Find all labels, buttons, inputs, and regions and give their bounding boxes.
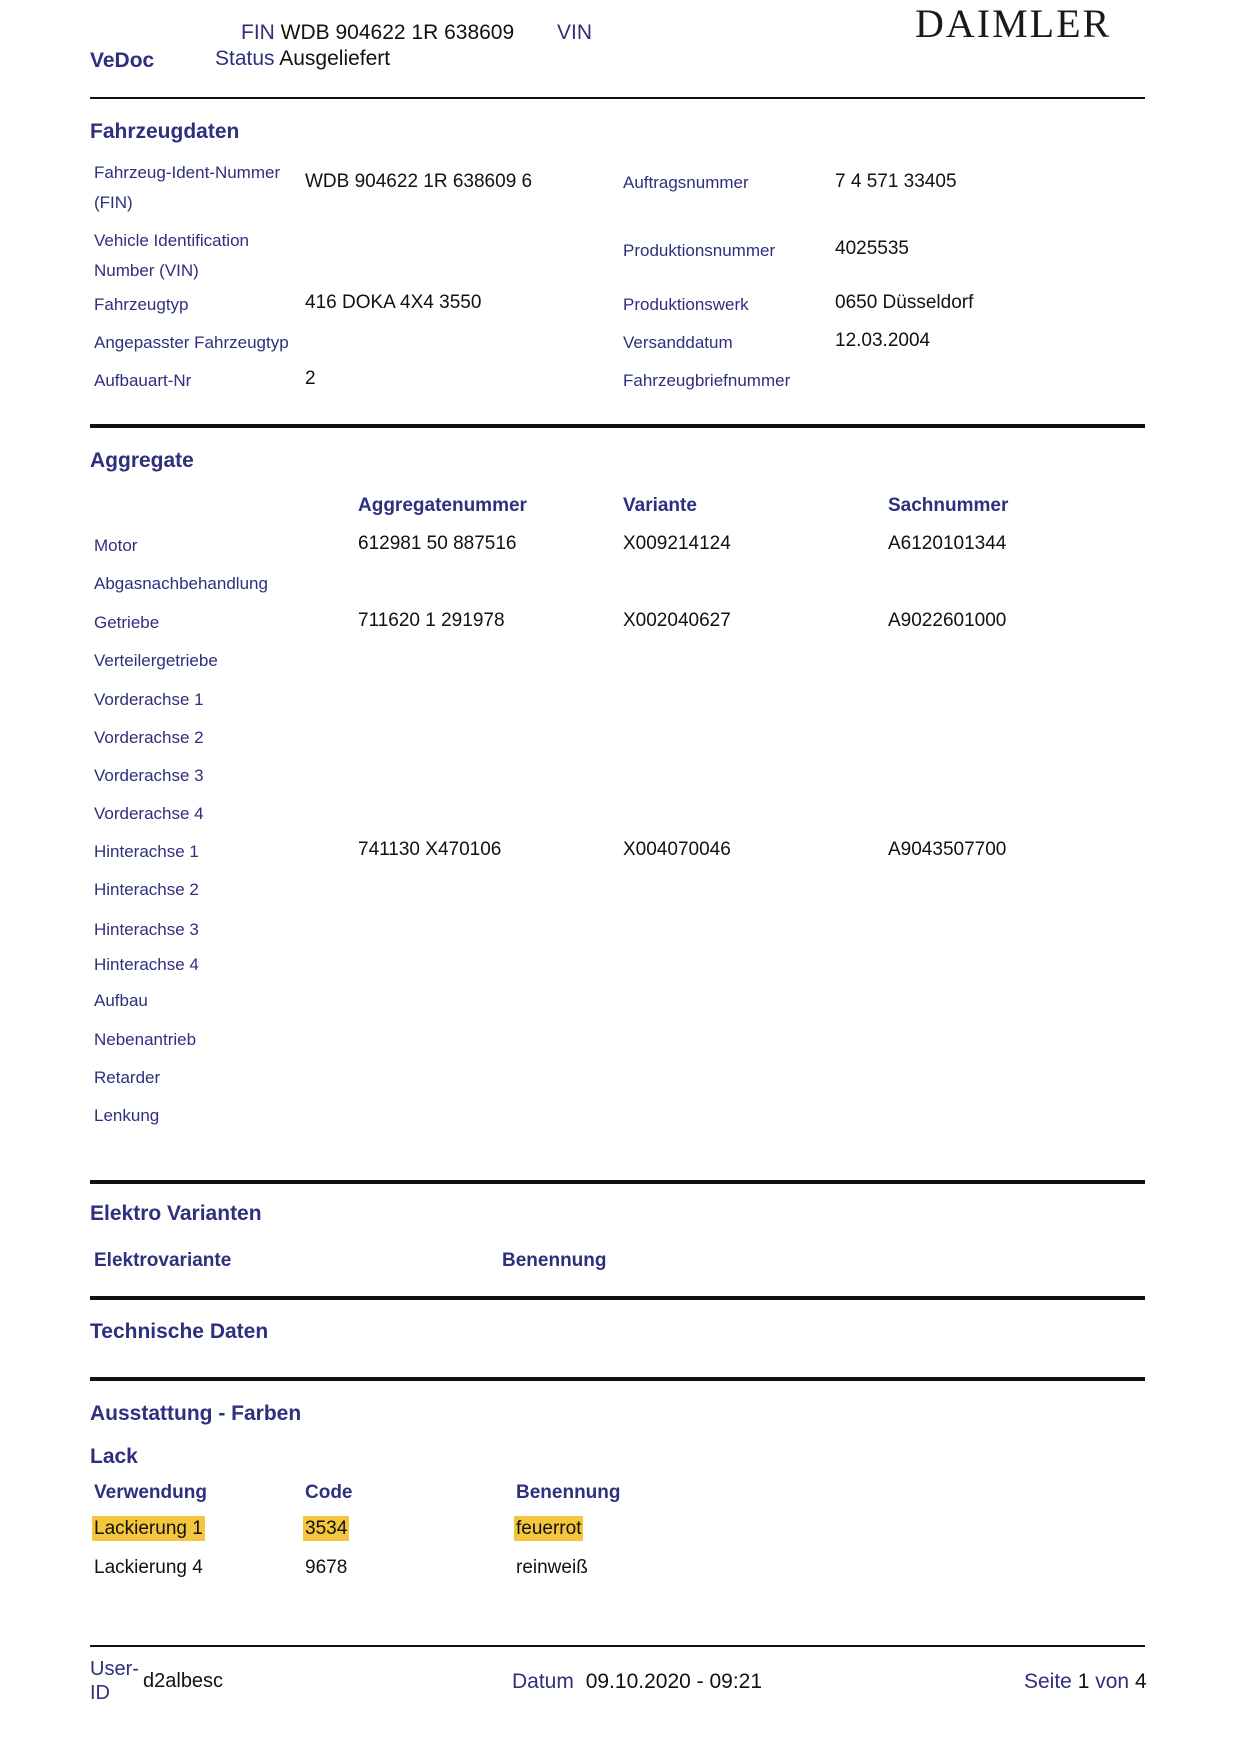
status-value: Ausgeliefert bbox=[279, 47, 391, 70]
section-title-aggregate: Aggregate bbox=[90, 449, 194, 472]
seite-label: Seite bbox=[1024, 1670, 1072, 1693]
lack-row-benennung: reinweiß bbox=[516, 1557, 588, 1578]
header-fin bbox=[241, 21, 514, 45]
lack-row-verwendung: Lackierung 1 bbox=[94, 1518, 203, 1539]
column-header-benennung-lack: Benennung bbox=[516, 1482, 621, 1503]
aggregate-row-name: Hinterachse 1 bbox=[94, 842, 199, 861]
value-fin: WDB 904622 1R 638609 6 bbox=[305, 171, 533, 192]
label-angepasster-fahrzeugtyp: Angepasster Fahrzeugtyp bbox=[94, 333, 289, 352]
aggregate-row-name: Vorderachse 4 bbox=[94, 804, 204, 823]
lack-row-verwendung: Lackierung 4 bbox=[94, 1557, 203, 1578]
lack-row-code: 3534 bbox=[305, 1518, 348, 1539]
aggregate-row-name: Abgasnachbehandlung bbox=[94, 574, 268, 593]
column-header-variante: Variante bbox=[623, 495, 697, 516]
fin-value: WDB 904622 1R 638609 bbox=[280, 21, 515, 44]
app-name: VeDoc bbox=[90, 49, 155, 72]
divider-aggregate bbox=[90, 1180, 1145, 1184]
aggregate-row-nummer: 711620 1 291978 bbox=[358, 610, 505, 631]
aggregate-row-name: Hinterachse 3 bbox=[94, 920, 199, 939]
column-header-elektrovariante: Elektrovariante bbox=[94, 1250, 232, 1271]
aggregate-row-name: Hinterachse 2 bbox=[94, 880, 199, 899]
datum-value: 09.10.2020 - 09:21 bbox=[585, 1670, 763, 1693]
footer-datum bbox=[512, 1670, 762, 1694]
status-label: Status bbox=[215, 47, 275, 70]
lack-row-benennung: feuerrot bbox=[516, 1518, 582, 1539]
datum-label: Datum bbox=[512, 1670, 574, 1693]
section-title-elektro: Elektro Varianten bbox=[90, 1202, 262, 1225]
label-produktionswerk: Produktionswerk bbox=[623, 295, 749, 314]
aggregate-row-name: Vorderachse 2 bbox=[94, 728, 204, 747]
footer-divider bbox=[90, 1645, 1145, 1647]
section-title-ausstattung: Ausstattung - Farben bbox=[90, 1402, 302, 1425]
column-header-benennung-elektro: Benennung bbox=[502, 1250, 607, 1271]
fin-label: FIN bbox=[241, 21, 275, 44]
aggregate-row-name: Motor bbox=[94, 536, 138, 555]
header-status bbox=[215, 47, 390, 71]
footer-user-value: d2albesc bbox=[143, 1670, 224, 1692]
aggregate-row-name: Retarder bbox=[94, 1068, 161, 1087]
aggregate-row-variante: X004070046 bbox=[623, 839, 731, 860]
column-header-verwendung: Verwendung bbox=[94, 1482, 207, 1503]
aggregate-row-sachnummer: A9022601000 bbox=[888, 610, 1007, 631]
label-fahrzeugbriefnummer: Fahrzeugbriefnummer bbox=[623, 371, 791, 390]
aggregate-row-variante: X009214124 bbox=[623, 533, 731, 554]
label-auftragsnummer: Auftragsnummer bbox=[623, 173, 749, 192]
value-versanddatum: 12.03.2004 bbox=[835, 330, 931, 351]
header-divider bbox=[90, 97, 1145, 99]
aggregate-row-name: Getriebe bbox=[94, 613, 160, 632]
aggregate-row-name: Lenkung bbox=[94, 1106, 160, 1125]
aggregate-row-name: Verteilergetriebe bbox=[94, 651, 218, 670]
aggregate-row-nummer: 612981 50 887516 bbox=[358, 533, 517, 554]
footer-seite bbox=[1024, 1670, 1147, 1694]
label-fin: Fahrzeug-Ident-Nummer (FIN) bbox=[94, 163, 281, 212]
daimler-logo: DAIMLER bbox=[915, 1, 1112, 46]
label-produktionsnummer: Produktionsnummer bbox=[623, 241, 776, 260]
label-vin: Vehicle Identification Number (VIN) bbox=[94, 231, 249, 280]
aggregate-row-name: Hinterachse 4 bbox=[94, 955, 199, 974]
footer-user-label: User- ID bbox=[90, 1658, 139, 1704]
aggregate-row-nummer: 741130 X470106 bbox=[358, 839, 502, 860]
divider-elektro bbox=[90, 1296, 1145, 1300]
value-produktionswerk: 0650 Düsseldorf bbox=[835, 292, 974, 313]
aggregate-row-sachnummer: A9043507700 bbox=[888, 839, 1007, 860]
column-header-code: Code bbox=[305, 1482, 353, 1503]
subsection-title-lack: Lack bbox=[90, 1445, 138, 1468]
aggregate-row-variante: X002040627 bbox=[623, 610, 731, 631]
value-auftragsnummer: 7 4 571 33405 bbox=[835, 171, 957, 192]
aggregate-row-sachnummer: A6120101344 bbox=[888, 533, 1007, 554]
value-fahrzeugtyp: 416 DOKA 4X4 3550 bbox=[305, 292, 482, 313]
vin-label: VIN bbox=[557, 21, 593, 44]
aggregate-row-name: Vorderachse 3 bbox=[94, 766, 204, 785]
column-header-aggregatenummer: Aggregatenummer bbox=[358, 495, 527, 516]
label-aufbauart-nr: Aufbauart-Nr bbox=[94, 371, 192, 390]
seite-total: 4 bbox=[1134, 1670, 1147, 1693]
aggregate-row-name: Nebenantrieb bbox=[94, 1030, 197, 1049]
von-label: von bbox=[1095, 1670, 1130, 1693]
value-aufbauart-nr: 2 bbox=[305, 368, 316, 389]
divider-technische bbox=[90, 1377, 1145, 1381]
label-fahrzeugtyp: Fahrzeugtyp bbox=[94, 295, 189, 314]
label-versanddatum: Versanddatum bbox=[623, 333, 733, 352]
column-header-sachnummer: Sachnummer bbox=[888, 495, 1009, 516]
value-produktionsnummer: 4025535 bbox=[835, 238, 909, 259]
section-title-technische: Technische Daten bbox=[90, 1320, 269, 1343]
section-title-fahrzeugdaten: Fahrzeugdaten bbox=[90, 120, 240, 143]
aggregate-row-name: Aufbau bbox=[94, 991, 148, 1010]
seite-current: 1 bbox=[1077, 1670, 1090, 1693]
lack-row-code: 9678 bbox=[305, 1557, 348, 1578]
divider-fahrzeugdaten bbox=[90, 424, 1145, 428]
aggregate-row-name: Vorderachse 1 bbox=[94, 690, 204, 709]
